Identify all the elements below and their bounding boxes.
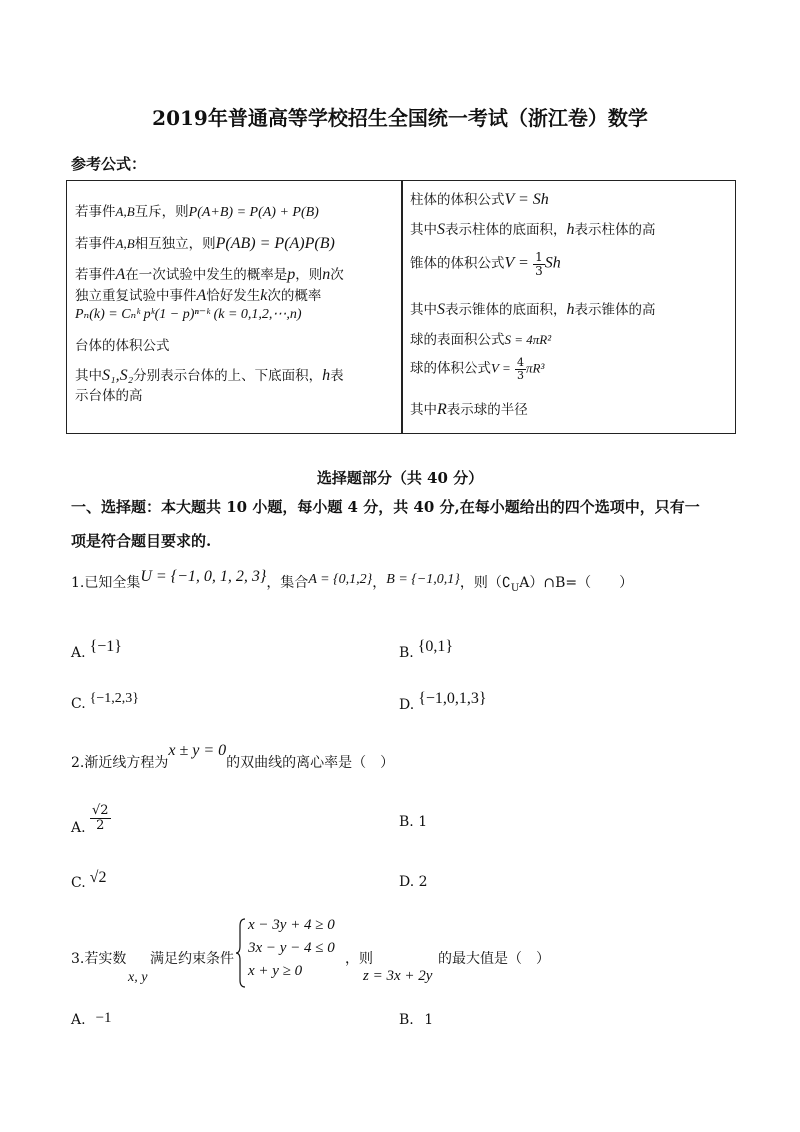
instruction-line-1: 一、选择题：本大题共 10 小题，每小题 4 分，共 40 分,在每小题给出的四个选项中，只有一 (71, 498, 700, 516)
section-title: 选择题部分（共 40 分） (316, 469, 484, 487)
fraction-four-thirds: $\frac{4}{3}$ (517, 356, 525, 382)
q2-option-c[interactable]: C. √2 (71, 869, 107, 891)
q2-option-d[interactable]: D. 2 (399, 874, 428, 890)
table-divider (401, 181, 403, 433)
q1-option-c[interactable]: C. {−1,2,3} (71, 691, 140, 712)
page-title: 2019年普通高等学校招生全国统一考试（浙江卷）数学 (152, 106, 648, 130)
left-brace-icon (236, 918, 246, 988)
reference-formulas-label: 参考公式： (71, 155, 147, 173)
instruction-line-2: 项是符合题目要求的. (71, 532, 212, 550)
formula-mutually-exclusive: 若事件A,B互斥，则P(A+B) = P(A) + P(B) (75, 204, 319, 220)
formula-binomial-line2: 独立重复试验中事件A恰好发生k次的概率 (75, 287, 322, 304)
fraction-sqrt2-over-2: $\frac{√2}{2}$ (92, 803, 109, 833)
q3-objective: z = 3x + 2y (363, 968, 433, 984)
formula-binomial-line1: 若事件A在一次试验中发生的概率是p，则n次 (75, 266, 344, 283)
formula-table (66, 180, 736, 434)
question-3-end: 的最大值是（ ） (438, 951, 550, 967)
formula-cone-desc: 其中S表示锥体的底面积，h表示锥体的高 (410, 301, 656, 318)
question-3-condition: 满足约束条件 (150, 951, 234, 967)
formula-cone-volume: 锥体的体积公式V = $\frac{1}{3}$ Sh (410, 250, 561, 278)
fraction-one-third: $\frac{1}{3}$ (535, 250, 543, 278)
q1-option-b[interactable]: B. {0,1} (399, 638, 454, 661)
question-1: 1.已知全集U = {−1, 0, 1, 2, 3}，集合A = {0,1,2}，B = {−1,0,1}，则$(∁_UA)\cap B=$（ ） (71, 568, 634, 594)
question-2: 2.渐近线方程为x ± y = 0的双曲线的离心率是（ ） (71, 742, 395, 771)
constraint-3: x + y ≥ 0 (248, 963, 303, 979)
constraint-system (236, 918, 346, 988)
q3-option-b[interactable]: B. 1 (399, 1012, 434, 1028)
formula-sphere-desc: 其中R表示球的半径 (410, 401, 528, 418)
formula-sphere-surface: 球的表面积公式S = 4πR² (410, 332, 552, 348)
q2-option-a[interactable]: A. $\frac{√2}{2}$ (71, 803, 109, 837)
q3-option-a[interactable]: A. −1 (71, 1010, 112, 1028)
formula-binomial-math: Pₙ(k) = Cₙᵏ pᵏ(1 − p)ⁿ⁻ᵏ (k = 0,1,2,⋯,n) (75, 307, 302, 322)
question-3-then: ，则 (345, 951, 373, 967)
formula-frustum-title: 台体的体积公式 (75, 338, 170, 354)
formula-prism-volume: 柱体的体积公式V = Sh (410, 191, 549, 208)
q2-option-b[interactable]: B. 1 (399, 814, 428, 830)
formula-frustum-desc-line1: 其中S₁,S₂分别表示台体的上、下底面积，h表 (75, 367, 344, 384)
constraint-2: 3x − y − 4 ≤ 0 (248, 940, 335, 956)
q1-option-d[interactable]: D. {−1,0,1,3} (399, 690, 487, 713)
formula-independent: 若事件A,B相互独立，则P(AB) = P(A)P(B) (75, 235, 335, 252)
constraint-1: x − 3y + 4 ≥ 0 (248, 917, 335, 933)
formula-sphere-volume: 球的体积公式V = $\frac{4}{3}$ πR³ (410, 356, 545, 382)
q1-option-a[interactable]: A. {−1} (71, 638, 122, 661)
q3-variables: x, y (128, 970, 148, 985)
formula-frustum-desc-line2: 示台体的高 (75, 388, 143, 404)
question-3-start: 3.若实数 (71, 951, 127, 967)
formula-prism-desc: 其中S表示柱体的底面积，h表示柱体的高 (410, 221, 656, 238)
